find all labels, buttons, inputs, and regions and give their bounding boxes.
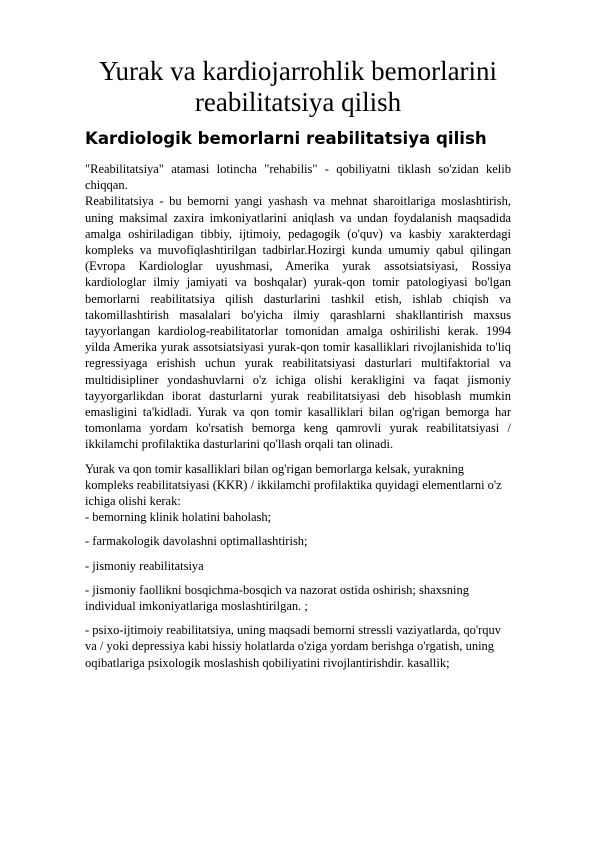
list-item-physical-activity-line-2: individual imkoniyatlariga moslashtirilgan. ; (85, 599, 308, 614)
paragraph-components-line-1: Yurak va qon tomir kasalliklari bilan og'rigan bemorlarga kelsak, yurakning (85, 461, 465, 476)
list-item-physical-rehab: - jismoniy reabilitatsiya (85, 558, 204, 573)
paragraph-components-line-2: kompleks reabilitatsiyasi (KKR) / ikkilamchi profilaktika quyidagi elementlarni o'z (85, 477, 502, 492)
paragraph-etymology: "Reabilitatsiya" atamasi lotincha "rehabilis" - qobiliyatni tiklash so'zidan kelib chiqqan. (85, 162, 511, 193)
section-heading: Kardiologik bemorlarni reabilitatsiya qilish (85, 129, 487, 148)
paragraph-components-line-3: ichiga olishi kerak: (85, 494, 181, 509)
document-title: Yurak va kardiojarrohlik bemorlarini reabilitatsiya qilish (98, 56, 498, 117)
document-page (85, 56, 511, 671)
paragraph-definition: Reabilitatsiya - bu bemorni yangi yashash va mehnat sharoitlariga moslashtirish, uning maksimal zaxira imkoniyatlarini aniqlash va undan foydalanish maqsadida amalga oshiriladigan tibbiy, ijtimoiy, pedagogik (o'quv) va kasbiy xarakterdagi kompleks va muvofiqlashtirilgan tadbirlar.Hozirgi kunda umumiy qabul qilingan (Evropa Kardiologlar uyushmasi, Amerika yurak assotsiatsiyasi, Rossiya kardiologlar ilmiy jamiyati va boshqalar) yurak-qon tomir patologiyasi bo'lgan bemorlarni reabilitatsiya qilish dasturlarini tashkil etish, ishlab chiqish va takomillashtirish masalalari bo'yicha ilmiy qarashlarni shakllantirish maxsus tayyorlangan kardiolog-reabilitatorlar tomonidan amalga oshirilishi kerak. 1994 yilda Amerika yurak assotsiatsiyasi yurak-qon tomir kasalliklari rivojlanishida to'liq regressiyaga erishish uchun yurak reabilitatsiyasi dasturlari multifaktorial va multidisipliner yondashuvlarni o'z ichiga olishi kerakligini va faqat jismoniy tayyorgarlikdan iborat dasturlarni yurak reabilitatsiyasi deb hisoblash mumkin emasligini ta'kidladi. Yurak va qon tomir kasalliklari bilan og'rigan bemorga har tomonlama yordam ko'rsatish bemorga keng qamrovli yurak reabilitatsiyasi / ikkilamchi profilaktika dasturlarini qo'llash orqali tan olinadi. (85, 194, 511, 452)
intro-block (85, 161, 511, 453)
list-item-psychosocial-line-2: va / yoki depressiya kabi hissiy holatlarda o'ziga yordam berishga o'rgatish, uning (85, 639, 495, 654)
list-item-psychosocial-line-3: oqibatlariga psixologik moslashish qobiliyatini rivojlantirishdir. kasallik; (85, 655, 450, 670)
list-item-physical-activity-line-1: - jismoniy faollikni bosqichma-bosqich va nazorat ostida oshirish; shaxsning (85, 582, 469, 597)
list-item-clinical-assessment: - bemorning klinik holatini baholash; (85, 510, 272, 525)
list-item-psychosocial-line-1: - psixo-ijtimoiy reabilitatsiya, uning maqsadi bemorni stressli vaziyatlarda, qo'rquv (85, 623, 502, 638)
list-item-pharmacological: - farmakologik davolashni optimallashtirish; (85, 534, 308, 549)
components-block (85, 461, 511, 671)
